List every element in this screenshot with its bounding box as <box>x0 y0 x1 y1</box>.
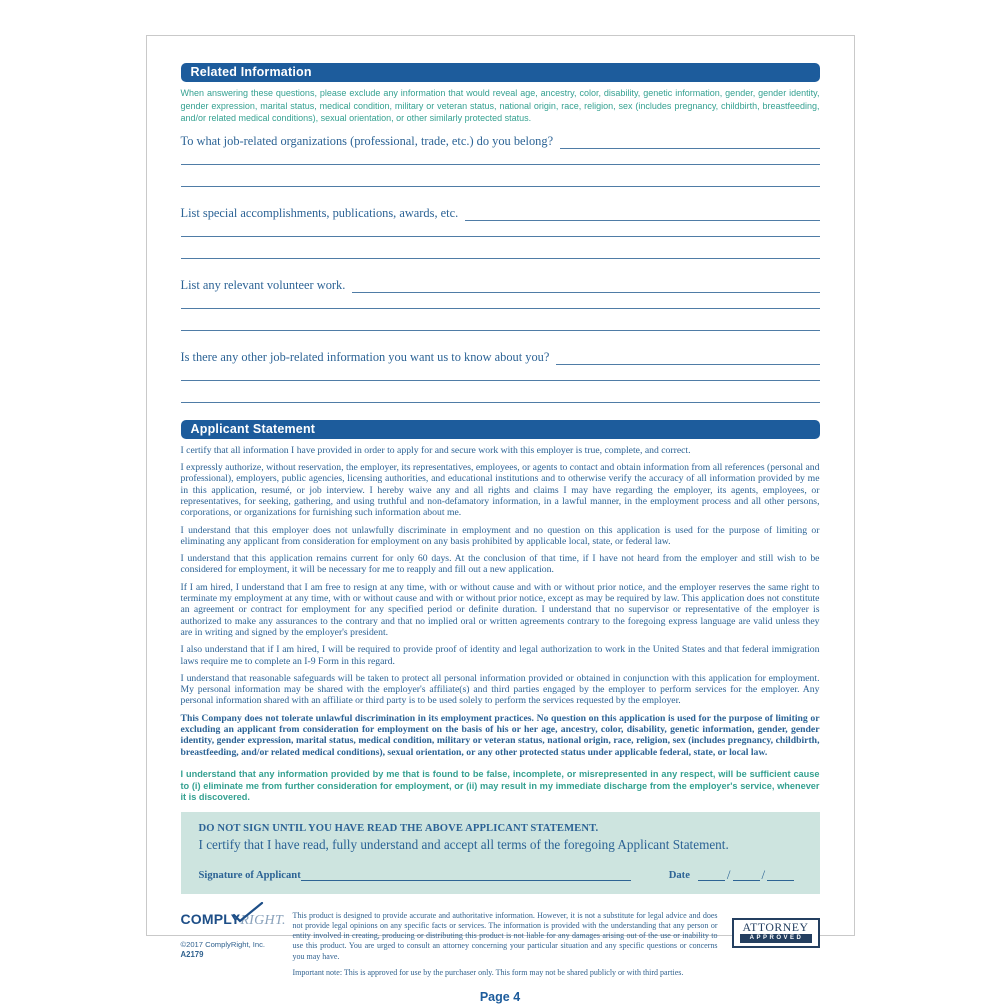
complyright-logo <box>181 911 293 931</box>
logo-text-comply: COMPLY <box>180 910 241 927</box>
signature-line[interactable] <box>301 869 631 881</box>
application-form-page <box>146 35 855 1004</box>
statement-paragraph: I certify that all information I have provided in order to apply for and secure work with this employer is true, complete, and correct. <box>180 444 691 456</box>
question-block-accomplishments <box>181 204 820 259</box>
form-number: A2179 <box>180 949 204 959</box>
complyright-swoosh-icon <box>231 902 265 924</box>
answer-line[interactable] <box>181 365 820 381</box>
answer-line[interactable] <box>181 221 820 237</box>
answer-line[interactable] <box>465 206 819 221</box>
date-field <box>698 868 794 881</box>
answer-line[interactable] <box>181 309 820 331</box>
legal-disclaimer: This product is designed to provide accurate and authoritative information. However, it is not a substitute for legal advice and does not provide legal opinions on any specific facts or services. The information is provided with the understanding that any person or entity involved in creating, producing or distributing this product is not liable for any damages arising out of the use or inability to use this product. You are urged to consult an attorney concerning your particular situation and any specific questions or concerns you may have. <box>292 910 718 961</box>
date-slash: / <box>761 866 766 882</box>
question-block-organizations <box>181 132 820 187</box>
statement-paragraph: I understand that reasonable safeguards will be taken to protect all personal information provided or obtained in conjunction with this application for employment. My personal information may be shared with the employer's affiliate(s) and third parties engaged by the employer to perform services for the employer. Any personal information shared with an affiliate or third party is to be used solely to perform the services requested by the employer. <box>180 672 820 707</box>
answer-line[interactable] <box>181 381 820 403</box>
question-label: List any relevant volunteer work. <box>180 277 346 292</box>
signature-of-applicant-label: Signature of Applicant <box>198 869 301 881</box>
related-information-intro: When answering these questions, please exclude any information that would reveal age, ancestry, color, disability, genetic information, gender, gender identity, gender expression, marital status, medical condition, military or veteran status, national origin, race, religion, sex (includes pregnancy, childbirth, breastfeeding, and/or related medical conditions), sexual orientation, or other similarly protected status. <box>180 88 820 124</box>
page-number: Page 4 <box>479 989 521 1004</box>
copyright-text: ©2017 ComplyRight, Inc. <box>180 939 266 949</box>
important-note: Important note: This is approved for use by the purchaser only. This form may not be shared publicly or with third parties. <box>292 967 684 977</box>
statement-paragraph-nondiscrimination: This Company does not tolerate unlawful discrimination in its employment practices. No question on this application is used for the purpose of limiting or excluding an applicant from consideration for employment on the basis of his or her age, ancestry, color, disability, genetic information, gender, gender identity, gender expression, marital status, medical condition, military or veteran status, national origin, race, religion, sex (includes pregnancy, childbirth, breastfeeding, and/or related medical conditions), sexual orientation, or any other protected status under applicable federal, state, or local law. <box>180 712 820 758</box>
logo-text-right: RIGHT. <box>240 912 286 928</box>
answer-line[interactable] <box>181 165 820 187</box>
statement-paragraph-false-information: I understand that any information provided by me that is found to be false, incomplete, or misrepresented in any respect, will be sufficient cause to (i) eliminate me from further consideration for employment, or (ii) may result in my immediate discharge from the employer's service, whenever it is discovered. <box>180 768 820 803</box>
related-information-header <box>181 63 820 82</box>
approved-badge-text: APPROVED <box>740 934 812 943</box>
applicant-statement-paragraphs <box>181 445 820 804</box>
question-block-other-information <box>181 348 820 403</box>
date-year-segment[interactable] <box>767 869 794 881</box>
statement-paragraph: If I am hired, I understand that I am free to resign at any time, with or without cause and with or without prior notice, and the employer reserves the same right to terminate my employment at any time, with or without cause and with or without prior notice, except as may be required by law. This application does not constitute an agreement or contract for employment for any specified period or definite duration. I understand that no supervisor or representative of the employer is authorized to make any assurances to the contrary and that no implied oral or written agreements contrary to the foregoing express language are valid unless they are in writing and signed by the employer's president. <box>180 581 820 638</box>
signature-certification-text: I certify that I have read, fully understand and accept all terms of the foregoing Applicant Statement. <box>198 836 729 852</box>
date-month-segment[interactable] <box>698 869 725 881</box>
related-information-questions <box>181 132 820 403</box>
applicant-statement-header <box>181 420 820 439</box>
applicant-statement-title: Applicant Statement <box>190 421 316 436</box>
answer-line[interactable] <box>181 293 820 309</box>
answer-line[interactable] <box>560 134 819 149</box>
question-block-volunteer-work <box>181 276 820 331</box>
answer-line[interactable] <box>352 278 819 293</box>
statement-paragraph: I expressly authorize, without reservation, the employer, its representatives, employees, or agents to contact and obtain information from all references (personal and professional), employers, public agencies, licensing authorities, and educational institutions and to otherwise verify the accuracy of all information provided by me in this application, resumé, or job interview. I hereby waive any and all rights and claims I may have regarding the employer, its agents, employees, or representatives, for seeking, gathering, and using truthful and non-defamatory information, in a lawful manner, in the employment process and all other persons, corporations, or organizations for furnishing such information about me. <box>180 462 820 519</box>
answer-line[interactable] <box>181 237 820 259</box>
statement-paragraph: I understand that this employer does not unlawfully discriminate in employment and no question on this application is used for the purpose of limiting or eliminating any applicant from consideration for employment on any basis prohibited by applicable local, state, or federal law. <box>180 524 820 547</box>
date-label: Date <box>668 869 690 881</box>
date-slash: / <box>726 866 731 882</box>
related-information-title: Related Information <box>190 65 312 79</box>
answer-line[interactable] <box>181 149 820 165</box>
statement-paragraph: I understand that this application remains current for only 60 days. At the conclusion of that time, if I have not heard from the employer and still wish to be considered for employment, it will be necessary for me to reapply and fill out a new application. <box>180 553 820 576</box>
question-label: To what job-related organizations (professional, trade, etc.) do you belong? <box>180 133 554 148</box>
applicant-statement-section <box>181 420 820 804</box>
page-footer <box>181 911 820 978</box>
question-label: List special accomplishments, publications, awards, etc. <box>180 205 459 220</box>
answer-line[interactable] <box>556 350 819 365</box>
attorney-approved-badge <box>732 918 820 948</box>
signature-section <box>181 812 820 894</box>
date-day-segment[interactable] <box>733 869 760 881</box>
attorney-badge-text: ATTORNEY <box>742 919 809 934</box>
statement-paragraph: I also understand that if I am hired, I will be required to provide proof of identity and legal authorization to work in the United States and that federal immigration laws require me to complete an I-9 Form in this regard. <box>180 644 820 667</box>
do-not-sign-warning: DO NOT SIGN UNTIL YOU HAVE READ THE ABOVE APPLICANT STATEMENT. <box>198 822 599 834</box>
question-label: Is there any other job-related information you want us to know about you? <box>180 349 550 364</box>
